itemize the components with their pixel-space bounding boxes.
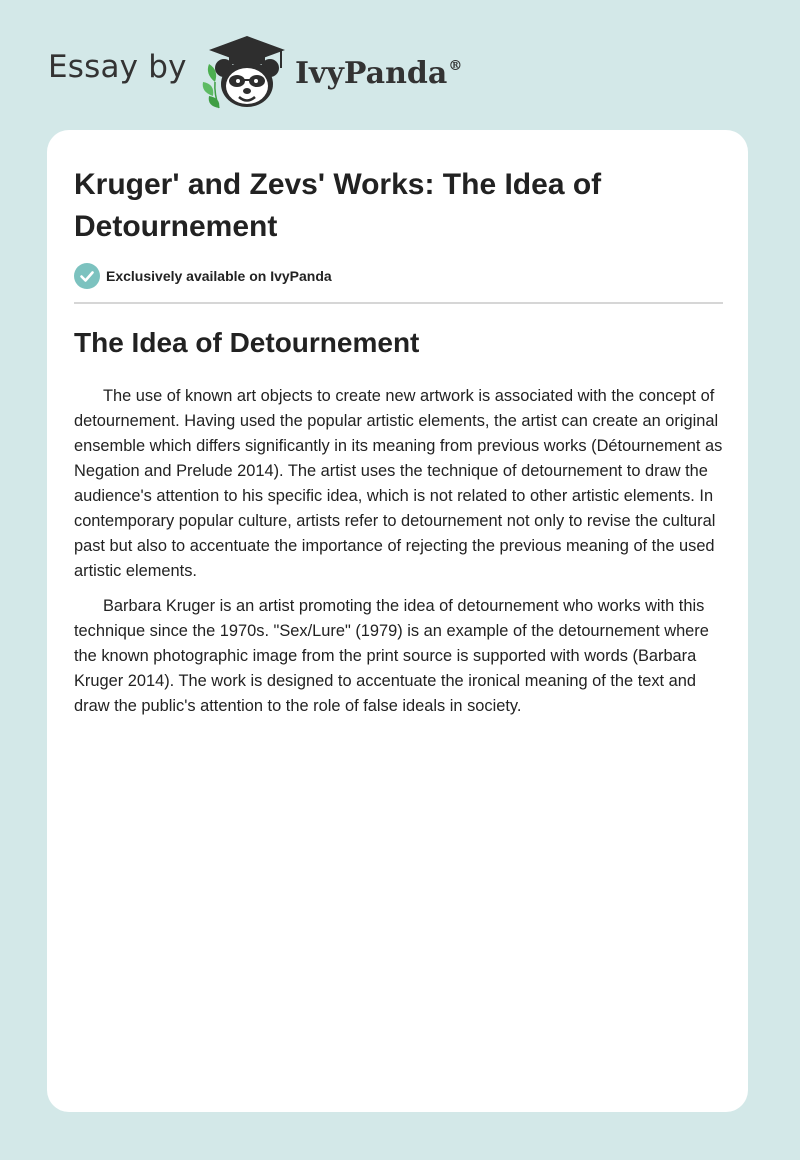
essay-by-label: Essay by [48, 49, 187, 85]
section-heading: The Idea of Detournement [74, 327, 420, 358]
badge-label: Exclusively available on IvyPanda [106, 268, 332, 284]
brand-name: IvyPanda® [295, 56, 463, 91]
check-circle-icon [74, 263, 100, 289]
essay-body [74, 384, 724, 729]
page-title: Kruger' and Zevs' Works: The Idea of Detournement [74, 168, 602, 243]
site-header [48, 34, 508, 114]
ivypanda-logo-icon [201, 34, 293, 110]
paragraph: Barbara Kruger is an artist promoting the idea of detournement who works with this technique since the 1970s. "Sex/Lure" (1979) is an example of the detournement where the known photographic image from the print source is supported with words (Barbara Kruger 2014). The work is designed to accentuate the ironical meaning of the text and draw the public's attention to the role of false ideals in society. [74, 597, 709, 715]
divider [74, 302, 723, 304]
exclusive-badge [74, 263, 332, 289]
paragraph: The use of known art objects to create new artwork is associated with the concept of detournement. Having used the popular artistic elements, the artist can create an original ensemble which differs significantly in its meaning from previous works (Détournement as Negation and Prelude 2014). The artist uses the technique of detournement to draw the audience's attention to his specific idea, which is not related to other artistic elements. In contemporary popular culture, artists refer to detournement not only to revise the cultural past but also to accentuate the importance of rejecting the previous meaning of the used artistic elements. [74, 387, 723, 580]
essay-card [47, 130, 748, 1112]
